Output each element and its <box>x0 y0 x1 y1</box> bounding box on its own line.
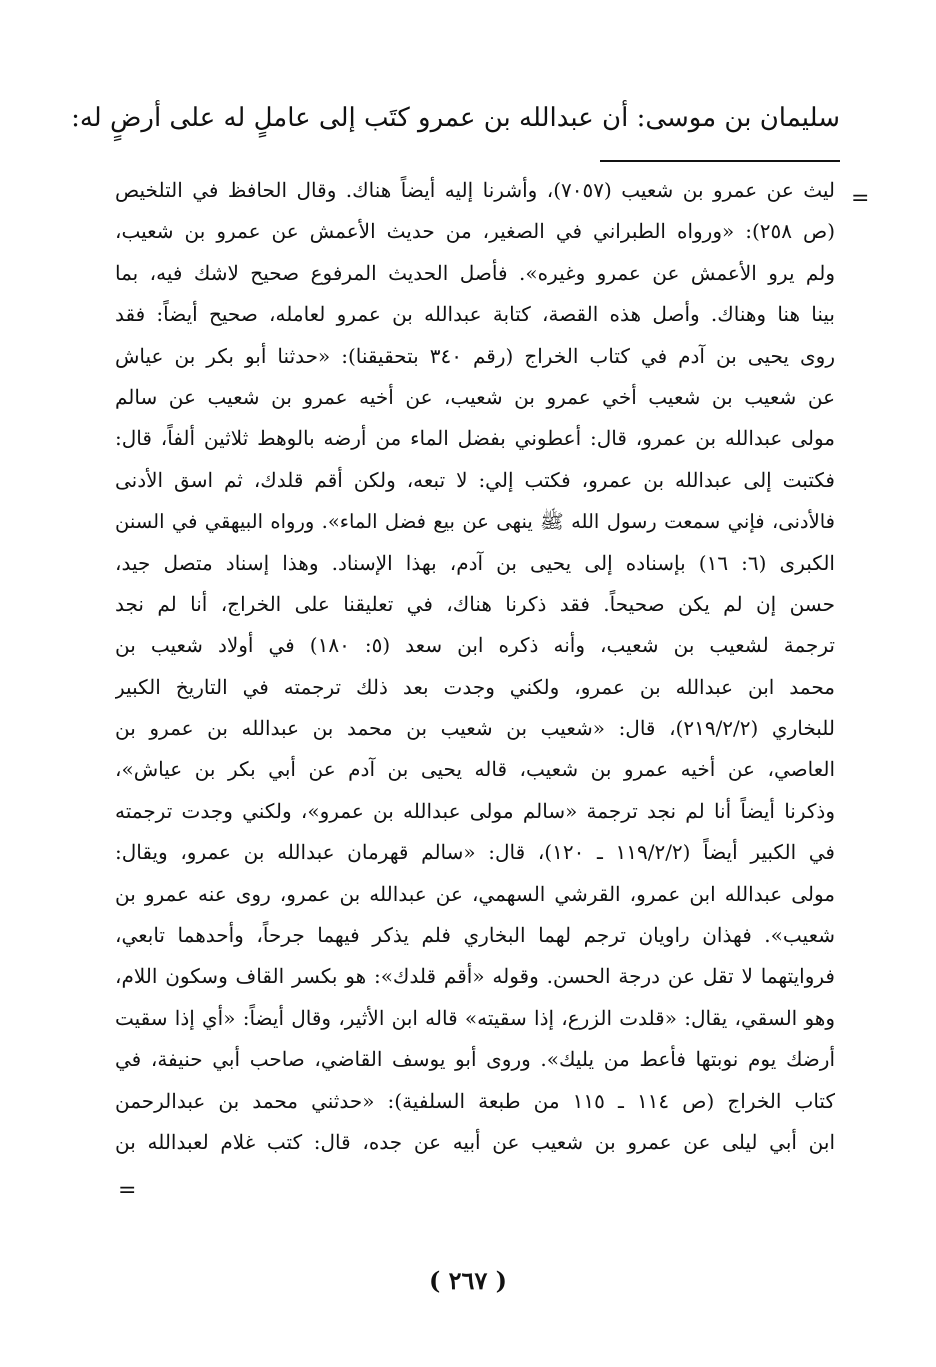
footnote-line: فكتبت إلى عبدالله بن عمرو، فكتب إلي: لا تبعه، ولكن أقم قلدك، ثم اسق الأدنى <box>115 467 835 492</box>
footnote-line: حسن إن لم يكن صحيحاً. فقد ذكرنا هناك، في تعليقنا على الخراج، أنا لم نجد <box>115 591 835 616</box>
footnote-separator-rule <box>600 160 840 162</box>
footnote-continuation-mark-top: = <box>851 186 870 211</box>
footnote-line: فروايتهما لا تقل عن درجة الحسن. وقوله «أقم قلدك»: هو بكسر القاف وسكون اللام، <box>115 964 835 989</box>
footnote-line: مولى عبدالله ابن عمرو، القرشي السهمي، عن عبدالله بن عمرو، روى عنه عمرو بن <box>115 881 835 906</box>
footnote-line: ولم يرو الأعمش عن عمرو وغيره». فأصل الحديث المرفوع صحيح لاشك فيه، بما <box>115 260 835 285</box>
footnote-line: (ص ٢٥٨): «ورواه الطبراني في الصغير، من حديث الأعمش عن عمرو بن شعيب، <box>115 219 835 244</box>
footnote-line: في الكبير أيضاً (١١٩/٢/٢ ـ ١٢٠)، قال: «سالم قهرمان عبدالله بن عمرو، ويقال: <box>115 840 835 865</box>
footnote-line: فالأدنى، فإني سمعت رسول الله ﷺ ينهى عن بيع فضل الماء». ورواه البيهقي في السنن <box>115 510 835 534</box>
footnote-continuation-mark-bottom: = <box>118 1178 137 1203</box>
footnote-line: الكبرى (٦: ١٦) بإسناده إلى يحيى بن آدم، بهذا الإسناد. وهذا إسناد متصل جيد، <box>115 550 835 575</box>
footnote-line: أرضك يوم نوبتها فأعط من يليك». وروى أبو يوسف القاضي، صاحب أبي حنيفة، في <box>115 1047 835 1072</box>
footnote-body <box>115 170 835 1163</box>
footnote-line: مولى عبدالله بن عمرو، قال: أعطوني بفضل الماء من أرضه بالوهط ثلاثين ألفاً، قال: <box>115 426 835 451</box>
page-number: ( ٢٦٧ ) <box>428 1266 508 1295</box>
footnote-line: محمد ابن عبدالله بن عمرو، ولكني وجدت بعد ذلك ترجمته في التاريخ الكبير <box>115 674 835 699</box>
footnote-line: وهو السقي، يقال: «قلدت الزرع، إذا سقيته» قاله ابن الأثير، وقال أيضاً: «أي إذا سقيت <box>115 1005 835 1030</box>
footnote-line: روى يحيى بن آدم في كتاب الخراج (رقم ٣٤٠ بتحقيقنا): «حدثنا أبو بكر بن عياش <box>115 343 835 368</box>
footnote-line: للبخاري (٢١٩/٢/٢)، قال: «شعيب بن شعيب بن محمد بن عبدالله بن عمرو بن <box>115 716 835 741</box>
footnote-line: ابن أبي ليلى عن عمرو بن شعيب عن أبيه عن جده، قال: كتب غلام لعبدالله بن <box>115 1129 835 1154</box>
footnote-line: ليث عن عمرو بن شعيب (٧٠٥٧)، وأشرنا إليه أيضاً هناك. وقال الحافظ في التلخيص <box>115 178 835 202</box>
footnote-line: العاصي، عن أخيه عمرو بن شعيب، قاله يحيى بن آدم عن أبي بكر بن عياش»، <box>115 757 835 782</box>
footnote-line: عن شعيب بن شعيب أخي عمرو بن شعيب، عن أخيه عمرو بن شعيب عن سالم <box>115 384 835 409</box>
footnote-line: شعيب». فهذان راويان ترجم لهما البخاري فلم يذكر فيهما جرحاً، وأحدهما تابعي، <box>115 923 835 948</box>
footnote-line: بينا هنا وهناك. وأصل هذه القصة، كتابة عبدالله بن عمرو لعامله، صحيح أيضاً: فقد <box>115 302 835 327</box>
footnote-line: ترجمة لشعيب بن شعيب، وأنه ذكره ابن سعد (٥: ١٨٠) في أولاد شعيب بن <box>115 633 835 658</box>
page-heading: سليمان بن موسى: أن عبدالله بن عمرو كتَب إلى عاملٍ له على أرضٍ له: <box>71 103 840 133</box>
footnote-line: وذكرنا أيضاً أنا لم نجد ترجمة «سالم مولى عبدالله بن عمرو»، ولكني وجدت ترجمته <box>115 798 835 823</box>
footnote-line: كتاب الخراج (ص ١١٤ ـ ١١٥ من طبعة السلفية): «حدثني محمد بن عبدالرحمن <box>115 1088 835 1113</box>
